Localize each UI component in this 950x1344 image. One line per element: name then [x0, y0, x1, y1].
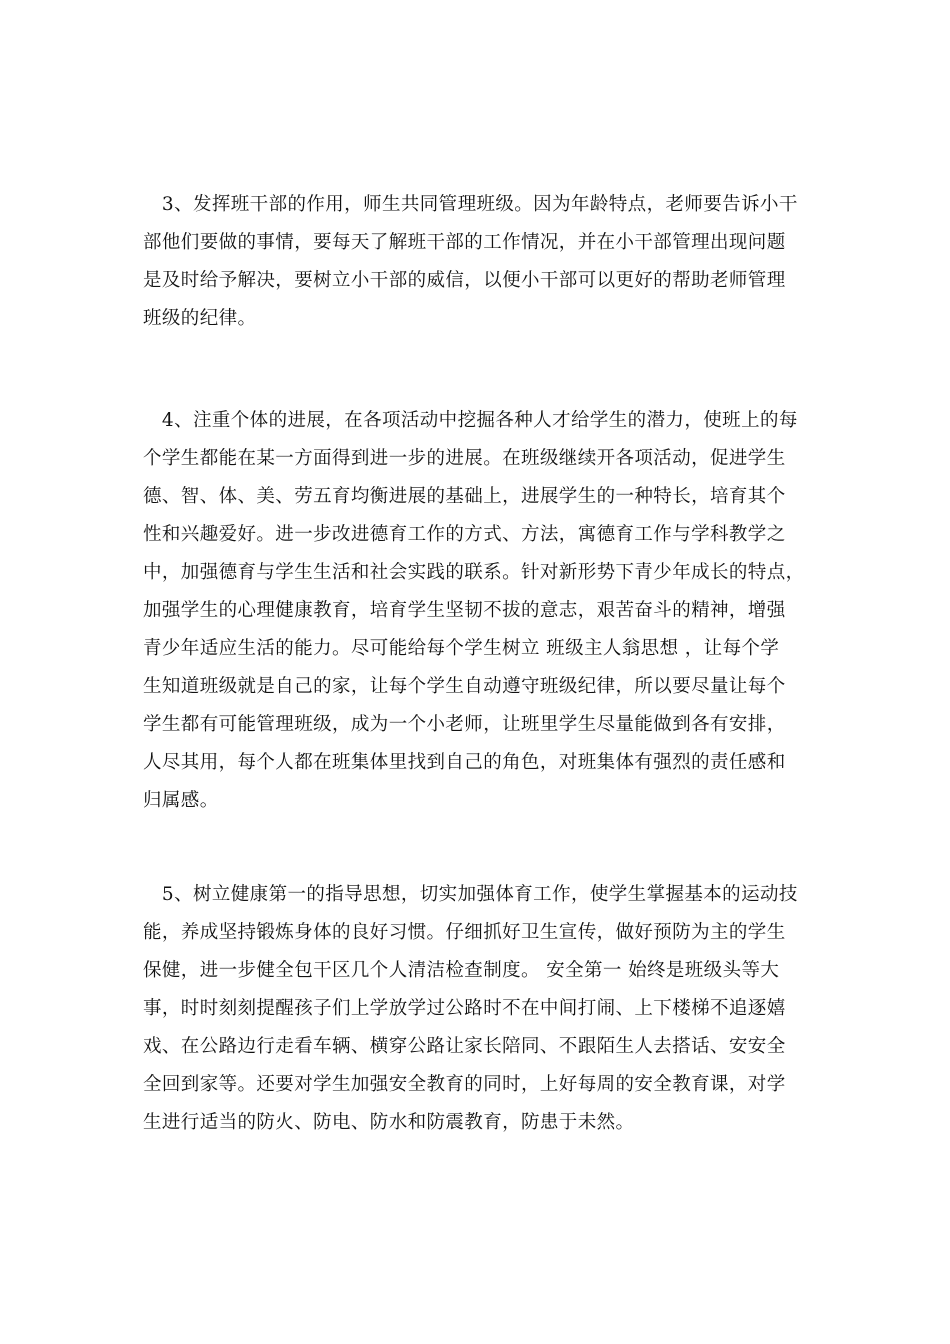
text-line: 全回到家等。还要对学生加强安全教育的同时，上好每周的安全教育课，对学: [143, 1074, 786, 1095]
text-line: 性和兴趣爱好。进一步改进德育工作的方式、方法，寓德育工作与学科教学之: [143, 524, 786, 545]
text-line: 3、发挥班干部的作用，师生共同管理班级。因为年龄特点，老师要告诉小干: [143, 194, 798, 215]
text-line: 4、注重个体的进展，在各项活动中挖掘各种人才给学生的潜力，使班上的每: [143, 410, 798, 431]
text-line: 戏、在公路边行走看车辆、横穿公路让家长陪同、不跟陌生人去搭话、安安全: [143, 1036, 786, 1057]
text-line: 中，加强德育与学生生活和社会实践的联系。针对新形势下青少年成长的特点，: [143, 562, 805, 583]
text-line: 部他们要做的事情，要每天了解班干部的工作情况，并在小干部管理出现问题: [143, 232, 786, 253]
text-line: 5、树立健康第一的指导思想，切实加强体育工作，使学生掌握基本的运动技: [143, 884, 798, 905]
paragraph-4: [143, 402, 803, 820]
text-line: 生进行适当的防火、防电、防水和防震教育，防患于未然。: [143, 1112, 635, 1133]
text-line: 归属感。: [143, 790, 219, 811]
text-line: 保健，进一步健全包干区几个人清洁检查制度。 安全第一 始终是班级头等大: [143, 960, 780, 981]
text-line: 班级的纪律。: [143, 308, 257, 329]
text-line: 生知道班级就是自己的家，让每个学生自动遵守班级纪律，所以要尽量让每个: [143, 676, 786, 697]
text-line: 加强学生的心理健康教育，培育学生坚韧不拔的意志，艰苦奋斗的精神，增强: [143, 600, 786, 621]
text-line: 学生都有可能管理班级，成为一个小老师，让班里学生尽量能做到各有安排，: [143, 714, 786, 735]
text-line: 是及时给予解决，要树立小干部的威信，以便小干部可以更好的帮助老师管理: [143, 270, 786, 291]
text-line: 人尽其用，每个人都在班集体里找到自己的角色，对班集体有强烈的责任感和: [143, 752, 786, 773]
text-line: 个学生都能在某一方面得到进一步的进展。在班级继续开各项活动，促进学生: [143, 448, 786, 469]
text-line: 德、智、体、美、劳五育均衡进展的基础上，进展学生的一种特长，培育其个: [143, 486, 786, 507]
text-line: 能，养成坚持锻炼身体的良好习惯。仔细抓好卫生宣传，做好预防为主的学生: [143, 922, 786, 943]
paragraph-3: [143, 186, 803, 338]
paragraph-5: [143, 876, 803, 1142]
text-line: 事，时时刻刻提醒孩子们上学放学过公路时不在中间打闹、上下楼梯不追逐嬉: [143, 998, 786, 1019]
text-line: 青少年适应生活的能力。尽可能给每个学生树立 班级主人翁思想 ，让每个学: [143, 638, 780, 659]
